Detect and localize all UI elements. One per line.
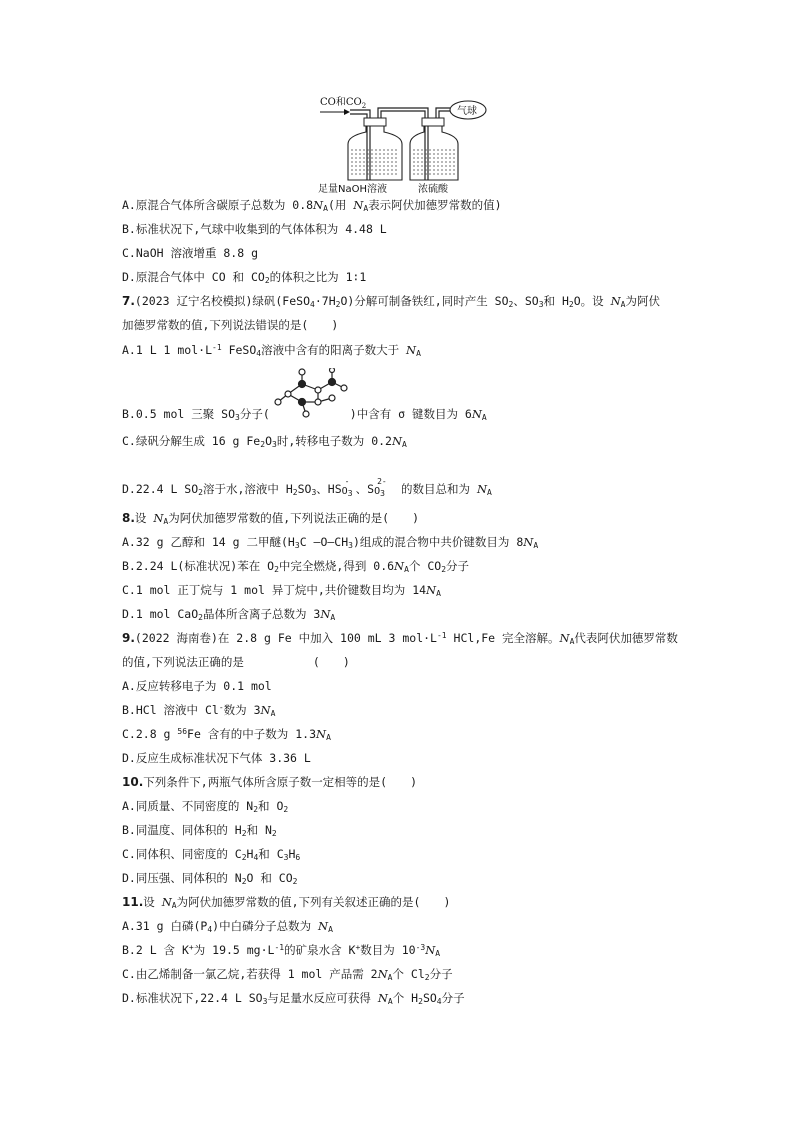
q6-option-d: D.原混合气体中 CO 和 $CO_2$的体积之比为 1∶1: [122, 270, 367, 285]
q10-option-d: D.同压强、同体积的 $N_2O$ 和 $CO_2$: [122, 871, 298, 886]
q10-option-b: B.同温度、同体积的 $H_2$和 $N_2$: [122, 823, 277, 838]
q7-option-d: D.22.4 L $SO_2$溶于水,溶液中 $H_2SO_3$、HS - $O_3$ 、S 2- $O_3$ 的数目总和为 $N_A$: [122, 477, 492, 498]
q6-option-c: C.NaOH 溶液增重 8.8 g: [122, 246, 259, 260]
q7-option-a: A.1 L 1 $mol\cdot L^{-1}$ FeSO$_4$溶液中含有的阳离子数大于 $N_A$: [122, 343, 421, 358]
balloon-icon: [450, 101, 486, 119]
q9-stem-line2: 的值,下列说法正确的是 ( ): [122, 655, 350, 669]
bottle-naoh-icon: [348, 118, 402, 180]
q8-stem: 8.设 $N_A$为阿伏加德罗常数的值,下列说法正确的是( ): [122, 511, 420, 526]
q11-option-b: B.2 L 含 K+为 19.5 $mg\cdot L^{-1}$的矿泉水含 K+数目为 $10^{-3}N_A$: [122, 943, 441, 958]
svg-text:气球: 气球: [457, 106, 477, 117]
q9-option-a: A.反应转移电子为 0.1 mol: [122, 679, 272, 693]
q8-option-d: D.1 mol CaO$_2$晶体所含离子总数为 $3N_A$: [122, 607, 336, 622]
q10-stem: 10.下列条件下,两瓶气体所含原子数一定相等的是( ): [122, 775, 418, 789]
q9-option-c: C.2.8 g $^{56}$Fe 含有的中子数为 $1.3N_A$: [122, 727, 331, 742]
trimer-so3-molecule-icon: [270, 368, 350, 418]
arrow-icon: [320, 109, 350, 115]
q9-option-b: B.HCl 溶液中 Cl-数为 $3N_A$: [122, 703, 276, 718]
gas-washing-apparatus-figure: [318, 92, 488, 194]
q8-option-b: B.2.24 L(标准状况)苯在 $O_2$中完全燃烧,得到 $0.6N_A$个 $CO_2$分子: [122, 559, 470, 574]
q7-option-c: C.绿矾分解生成 16 g $Fe_2O_3$时,转移电子数为 $0.2N_A$: [122, 434, 407, 449]
q11-stem: 11.设 $N_A$为阿伏加德罗常数的值,下列有关叙述正确的是( ): [122, 895, 451, 910]
q6-option-b: B.标准状况下,气球中收集到的气体体积为 4.48 L: [122, 222, 387, 236]
svg-text:浓硫酸: 浓硫酸: [418, 184, 448, 194]
q7-option-b: B.0.5 mol 三聚 $SO_3$分子( )中含有 σ 键数目为 $6N_A$: [122, 406, 762, 422]
q11-option-a: A.31 g 白磷$(P_4)$中白磷分子总数为 $N_A$: [122, 919, 333, 934]
q6-option-a: A.原混合气体所含碳原子总数为 $0.8N_A$(用 $N_A$表示阿伏加德罗常数的值): [122, 198, 502, 213]
q8-option-a: A.32 g 乙醇和 14 g 二甲醚($H_3C$ $—O—CH_3$)组成的混合物中共价键数目为 $8N_A$: [122, 535, 539, 550]
q8-option-c: C.1 mol 正丁烷与 1 mol 异丁烷中,共价键数目均为 $14N_A$: [122, 583, 441, 598]
q7-stem-line1: 7.(2023 辽宁名校模拟)绿矾$(FeSO_4\cdot 7H_2O)$分解可制备铁红,同时产生 $SO_2$、$SO_3$和 $H_2O$。设 $N_A$为阿伏: [122, 294, 660, 309]
bottle-sulfuric-acid-icon: [410, 118, 458, 180]
q9-stem-line1: 9.(2022 海南卷)在 2.8 g Fe 中加入 100 mL 3 $mol\cdot L^{-1}$ HCl,Fe 完全溶解。$N_A$代表阿伏加德罗常数: [122, 631, 678, 646]
svg-text:CO和CO2: CO和$CO_2$: [320, 97, 367, 110]
q7-stem-line2: 加德罗常数的值,下列说法错误的是( ): [122, 318, 339, 332]
q11-option-d: D.标准状况下,22.4 L $SO_3$与足量水反应可获得 $N_A$个 $H_2SO_4$分子: [122, 991, 465, 1006]
q9-option-d: D.反应生成标准状况下气体 3.36 L: [122, 751, 311, 765]
q11-option-c: C.由乙烯制备一氯乙烷,若获得 1 mol 产品需 $2N_A$个 $Cl_2$分子: [122, 967, 453, 982]
q10-option-a: A.同质量、不同密度的 $N_2$和 $O_2$: [122, 799, 289, 814]
q10-option-c: C.同体积、同密度的 $C_2H_4$和 $C_3H_6$: [122, 847, 301, 862]
svg-text:足量NaOH溶液: 足量NaOH溶液: [318, 184, 387, 194]
